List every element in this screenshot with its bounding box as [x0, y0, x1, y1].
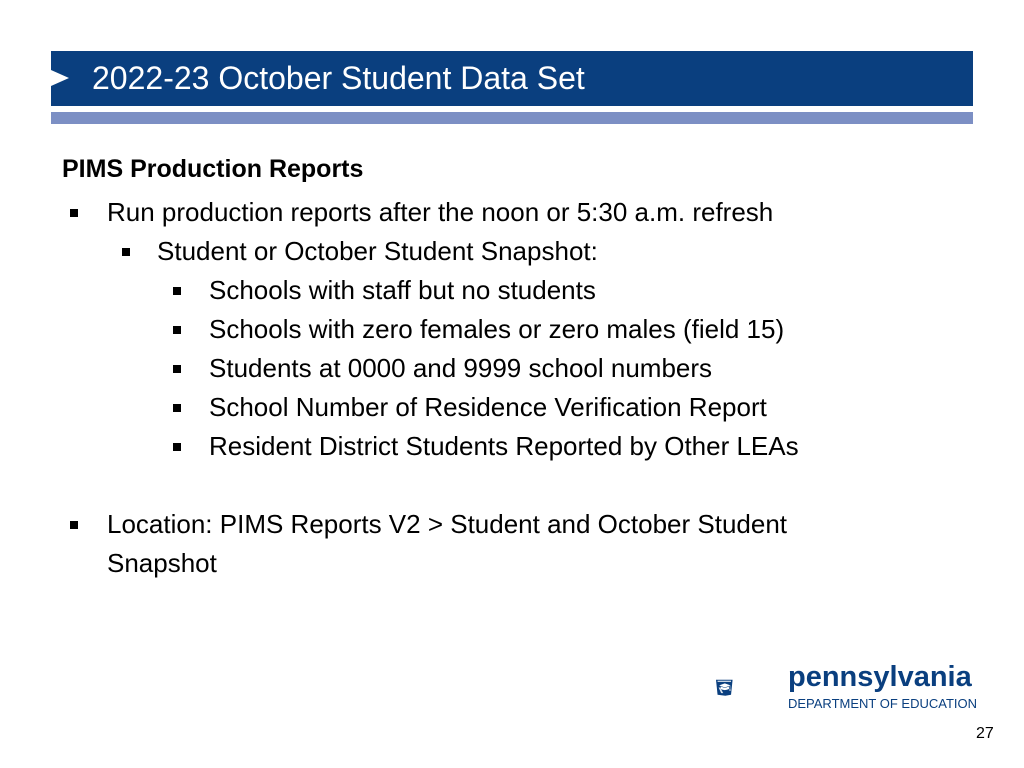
bullet-refresh: Run production reports after the noon or 5:30 a.m. refresh: [107, 197, 774, 227]
page-number: 27: [976, 725, 994, 742]
bullet-square-icon: [173, 443, 181, 451]
list-item: Resident District Students Reported by Other LEAs: [209, 431, 799, 461]
bullet-location-continued: Snapshot: [107, 548, 217, 578]
slide-title: 2022-23 October Student Data Set: [92, 60, 585, 96]
bullet-square-icon: [70, 209, 78, 217]
list-item: Schools with zero females or zero males (field 15): [209, 314, 785, 344]
list-item: Students at 0000 and 9999 school numbers: [209, 353, 713, 383]
section-heading: PIMS Production Reports: [62, 155, 364, 183]
bullet-square-icon: [173, 365, 181, 373]
list-item: Schools with staff but no students: [209, 275, 596, 305]
bullet-square-icon: [173, 404, 181, 412]
bullet-square-icon: [173, 326, 181, 334]
pennsylvania-keystone-logo-icon: [716, 656, 786, 720]
logo-department: DEPARTMENT OF EDUCATION: [788, 696, 977, 711]
list-item: School Number of Residence Verification Report: [209, 392, 767, 422]
sub-bullet-snapshot: Student or October Student Snapshot:: [157, 236, 598, 266]
bullet-square-icon: [70, 521, 78, 529]
logo-wordmark: pennsylvania: [788, 661, 972, 693]
title-underline-bar: [51, 112, 973, 124]
title-arrow-icon: [51, 70, 69, 86]
bullet-location: Location: PIMS Reports V2 > Student and October Student: [107, 509, 788, 539]
bullet-square-icon: [122, 248, 130, 256]
bullet-square-icon: [173, 287, 181, 295]
